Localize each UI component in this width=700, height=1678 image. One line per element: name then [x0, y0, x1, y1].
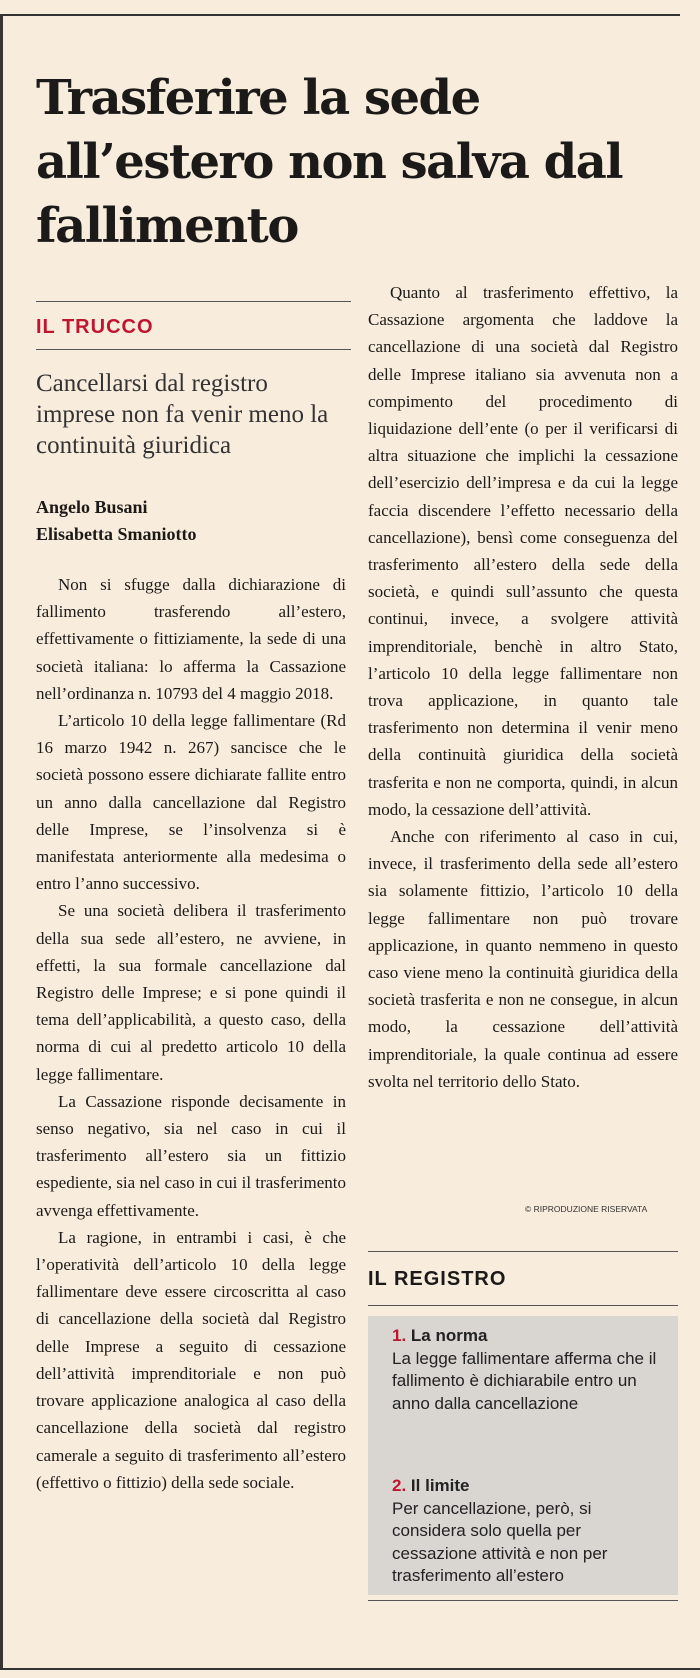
- top-border: [0, 14, 680, 16]
- left-border: [0, 14, 3, 1670]
- body-paragraph: La Cassazione risponde decisamente in senso negativo, sia nel caso in cui il trasferimento all’estero sia un fittizio espediente, sia nel caso in cui il trasferimento avvenga effettivamente.: [36, 1091, 346, 1220]
- copyright-notice: © RIPRODUZIONE RISERVATA: [525, 1204, 648, 1214]
- body-paragraph: Se una società delibera il trasferimento della sua sede all’estero, ne avviene, in effetti, la sua formale cancellazione dal Registro delle Imprese; e si pone quindi il tema dell’applicabilità, a questo caso, della norma di cui al predetto articolo 10 della legge fallimentare.: [36, 901, 346, 1084]
- sidebar-item-number: 2.: [392, 1476, 407, 1495]
- sidebar-title: IL REGISTRO: [368, 1268, 507, 1290]
- kicker-label: IL TRUCCO: [36, 316, 154, 338]
- kicker-bottom-rule: [36, 349, 351, 350]
- kicker-top-rule: [36, 301, 351, 302]
- bottom-border: [0, 1668, 700, 1670]
- body-paragraph: L’articolo 10 della legge fallimentare (Rd 16 marzo 1942 n. 267) sancisce che le società possono essere dichiarate fallite entro un anno dalla cancellazione dal Registro delle Imprese, se l’insolvenza si è manifestata anteriormente alla medesima o entro l’anno successivo.: [36, 711, 346, 894]
- sidebar-item: [392, 1325, 662, 1415]
- body-paragraph: La ragione, in entrambi i casi, è che l’operatività dell’articolo 10 della legge fallimentare deve essere circoscritta al caso di cancellazione della società dal Registro delle Imprese a seguito di cessazione dell’attività imprenditoriale e non può trovare applicazione analogica al caso della cancellazione della società dal registro camerale a seguito di trasferimento all’estero (effettivo o fittizio) della sede sociale.: [36, 1227, 346, 1492]
- article-subheadline: Cancellarsi dal registro imprese non fa venir meno la continuità giuridica: [36, 370, 329, 459]
- sidebar-item-number: 1.: [392, 1326, 407, 1345]
- sidebar-title-rule: [368, 1305, 678, 1306]
- body-paragraph: Quanto al trasferimento effettivo, la Cassazione argomenta che laddove la cancellazione di una società dal Registro delle Imprese italiano sia avvenuta non a compimento del procedimento di liquidazione dell’ente (o per il verificarsi di altra situazione che implichi la cessazione dell’esercizio dell’impresa e da cui la legge faccia discendere l’effetto necessario della cancellazione), bensì come conseguenza del trasferimento all’estero della sede della società, e quindi sull’assunto che questa continui, invece, a svolgere attività imprenditoriale, benchè in altro Stato, l’articolo 10 della legge fallimentare non trova applicazione, in quanto tale trasferimento non determina il venir meno della continuità giuridica della società trasferita e non ne comporta, quindi, in alcun modo, la cessazione dell’attività.: [368, 283, 678, 819]
- author-name: Elisabetta Smaniotto: [36, 524, 197, 544]
- article-headline: Trasferire la sede all’estero non salva dal fallimento: [36, 70, 623, 254]
- byline: [36, 494, 197, 548]
- body-paragraph: Non si sfugge dalla dichiarazione di fallimento trasferendo all’estero, effettivamente o fittiziamente, la sede di una società italiana: lo afferma la Cassazione nell’ordinanza n. 10793 del 4 maggio 2018.: [36, 575, 346, 703]
- sidebar-bottom-rule: [368, 1600, 678, 1601]
- sidebar-item-text: La legge fallimentare afferma che il fallimento è dichiarabile entro un anno dalla cancellazione: [392, 1348, 657, 1413]
- sidebar-top-rule: [368, 1251, 678, 1252]
- sidebar-item-title: Il limite: [410, 1476, 470, 1495]
- sidebar-item-text: Per cancellazione, però, si considera solo quella per cessazione attività e non per trasferimento all’estero: [392, 1498, 608, 1585]
- article-column-left: [36, 571, 346, 1496]
- author-name: Angelo Busani: [36, 497, 148, 517]
- article-column-right: [368, 279, 678, 1095]
- sidebar-item: [392, 1475, 662, 1588]
- body-paragraph: Anche con riferimento al caso in cui, invece, il trasferimento della sede all’estero sia solamente fittizio, l’articolo 10 della legge fallimentare non può trovare applicazione, in quanto nemmeno in questo caso viene meno la continuità giuridica della società trasferita e non ne consegue, in alcun modo, la cessazione dell’attività imprenditoriale, la quale continua ad essere svolta nel territorio dello Stato.: [368, 827, 678, 1091]
- sidebar-item-title: La norma: [410, 1326, 488, 1345]
